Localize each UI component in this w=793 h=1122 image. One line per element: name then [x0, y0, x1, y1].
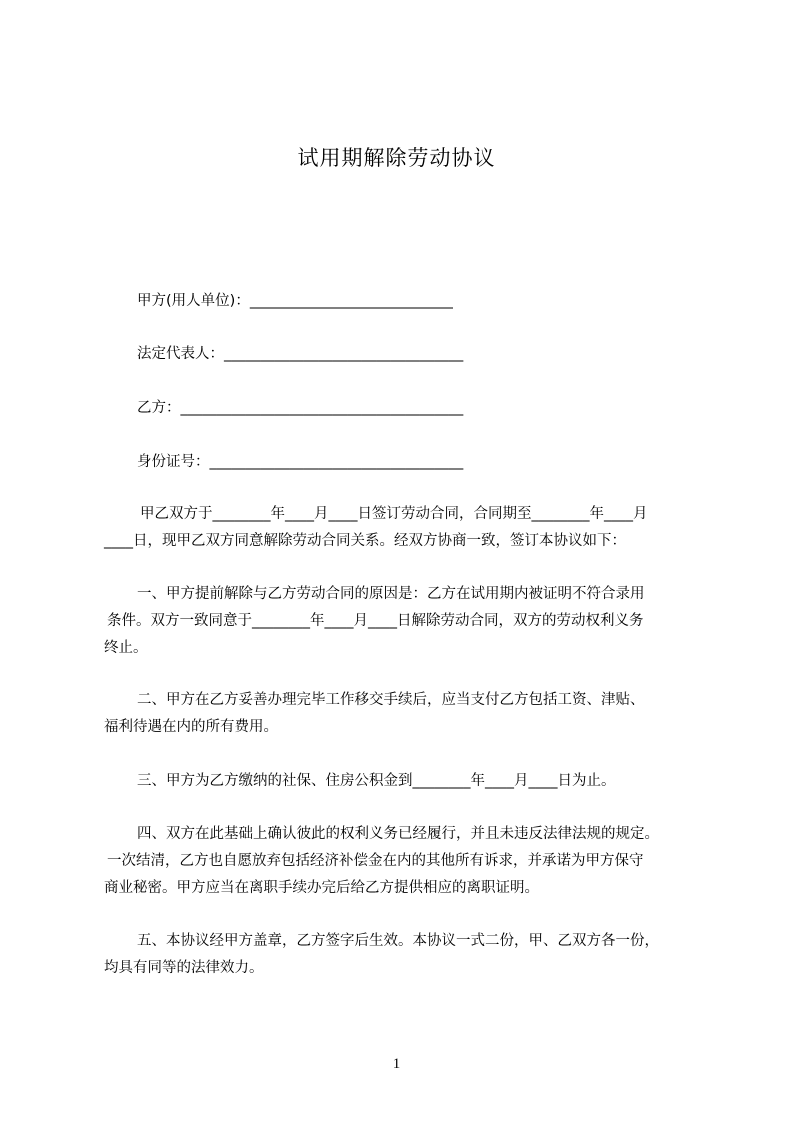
id-number-label: 身份证号： [137, 454, 210, 470]
intro-line-2: ____日，现甲乙双方同意解除劳动合同关系。经双方协商一致，签订本协议如下： [104, 533, 626, 549]
clause-1-paragraph [104, 581, 704, 662]
id-number-field [137, 451, 463, 473]
legal-representative-field [137, 343, 463, 365]
clause-3-line-1: 三、甲方为乙方缴纳的社保、住房公积金到________年____月____日为止。 [137, 773, 616, 789]
id-number-blank: ___________________________________ [209, 454, 464, 470]
clause-5-line-1: 五、本协议经甲方盖章，乙方签字后生效。本协议一式二份，甲、乙双方各一份， [137, 933, 659, 949]
intro-line-1: 甲乙双方于________年____月____日签订劳动合同，合同期至________年____月 [140, 506, 648, 522]
clause-3-paragraph [104, 768, 704, 795]
clause-2-line-1: 二、甲方在乙方妥善办理完毕工作移交手续后，应当支付乙方包括工资、津贴、 [137, 692, 645, 708]
party-a-field [137, 290, 453, 312]
clause-2-paragraph [104, 687, 704, 741]
party-a-label: 甲方(用人单位)： [137, 293, 250, 309]
clause-1-line-3: 终止。 [104, 640, 148, 656]
clause-4-line-1: 四、双方在此基础上确认彼此的权利义务已经履行，并且未违反法律法规的规定。 [137, 826, 659, 842]
clause-2-line-2: 福利待遇在内的所有费用。 [104, 719, 278, 735]
clause-5-line-2: 均具有同等的法律效力。 [104, 960, 264, 976]
party-a-blank: ____________________________ [249, 293, 453, 309]
legal-representative-blank: _________________________________ [224, 346, 464, 362]
party-b-blank: _______________________________________ [180, 400, 464, 416]
clause-4-line-3: 商业秘密。甲方应当在离职手续办完后给乙方提供相应的离职证明。 [104, 880, 539, 896]
document-title: 试用期解除劳动协议 [297, 146, 496, 170]
clause-1-line-1: 一、甲方提前解除与乙方劳动合同的原因是：乙方在试用期内被证明不符合录用 [137, 586, 645, 602]
clause-4-paragraph [104, 821, 704, 902]
clause-4-line-2: 一次结清，乙方也自愿放弃包括经济补偿金在内的其他所有诉求，并承诺为甲方保守 [107, 853, 644, 869]
party-b-field [137, 397, 463, 419]
legal-representative-label: 法定代表人： [137, 346, 224, 362]
page-number: 1 [392, 1056, 401, 1072]
intro-paragraph [104, 501, 704, 555]
party-b-label: 乙方： [137, 400, 181, 416]
clause-1-line-2: 条件。双方一致同意于________年____月____日解除劳动合同，双方的劳动权利义务 [107, 613, 644, 629]
clause-5-paragraph [104, 928, 704, 982]
